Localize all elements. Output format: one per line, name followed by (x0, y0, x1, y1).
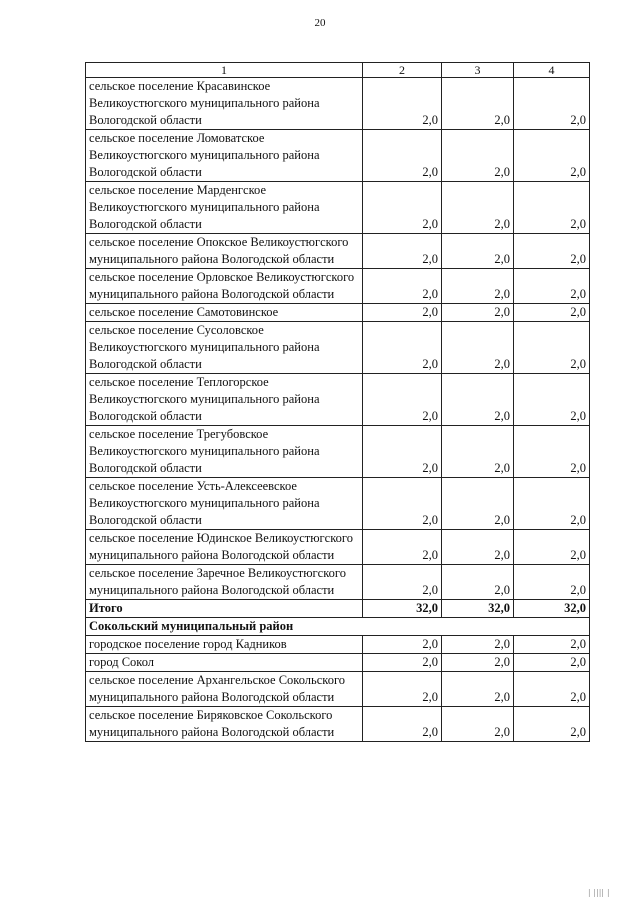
settlement-name: сельское поселение Сусоловское Великоустюгского муниципального района Вологодской области (86, 322, 363, 374)
column-number-row (86, 63, 590, 78)
table-row (86, 78, 590, 130)
amount-cell: 2,0 (442, 654, 514, 672)
table-row (86, 565, 590, 600)
amount-cell: 2,0 (363, 636, 442, 654)
settlement-name: сельское поселение Юдинское Великоустюгского муниципального района Вологодской области (86, 530, 363, 565)
settlement-name: город Сокол (86, 654, 363, 672)
table-row (86, 426, 590, 478)
amount-cell: 2,0 (363, 565, 442, 600)
amount-cell: 2,0 (442, 478, 514, 530)
amount-cell: 2,0 (442, 707, 514, 742)
amount-cell: 2,0 (514, 374, 590, 426)
total-amount: 32,0 (514, 600, 590, 618)
amount-cell: 2,0 (363, 654, 442, 672)
amount-cell: 2,0 (514, 78, 590, 130)
amount-cell: 2,0 (363, 78, 442, 130)
amount-cell: 2,0 (514, 654, 590, 672)
total-amount: 32,0 (442, 600, 514, 618)
amount-cell: 2,0 (363, 304, 442, 322)
amount-cell: 2,0 (363, 374, 442, 426)
amount-cell: 2,0 (442, 322, 514, 374)
amount-cell: 2,0 (514, 269, 590, 304)
section-header-row (86, 618, 590, 636)
table-row (86, 304, 590, 322)
allocation-table (85, 62, 590, 742)
amount-cell: 2,0 (363, 130, 442, 182)
amount-cell: 2,0 (442, 304, 514, 322)
table-row (86, 707, 590, 742)
amount-cell: 2,0 (442, 672, 514, 707)
column-header: 3 (442, 63, 514, 78)
amount-cell: 2,0 (363, 182, 442, 234)
amount-cell: 2,0 (363, 426, 442, 478)
amount-cell: 2,0 (442, 182, 514, 234)
settlement-name: сельское поселение Архангельское Сокольского муниципального района Вологодской области (86, 672, 363, 707)
amount-cell: 2,0 (363, 322, 442, 374)
table-row (86, 530, 590, 565)
amount-cell: 2,0 (442, 130, 514, 182)
total-amount: 32,0 (363, 600, 442, 618)
amount-cell: 2,0 (514, 182, 590, 234)
amount-cell: 2,0 (442, 565, 514, 600)
amount-cell: 2,0 (442, 269, 514, 304)
amount-cell: 2,0 (363, 478, 442, 530)
table-row (86, 234, 590, 269)
settlement-name: сельское поселение Биряковское Сокольского муниципального района Вологодской области (86, 707, 363, 742)
settlement-name: городское поселение город Кадников (86, 636, 363, 654)
table-row (86, 636, 590, 654)
amount-cell: 2,0 (514, 130, 590, 182)
settlement-name: сельское поселение Трегубовское Великоустюгского муниципального района Вологодской области (86, 426, 363, 478)
column-header: 2 (363, 63, 442, 78)
amount-cell: 2,0 (442, 374, 514, 426)
footer-barcode-mark: | |||| | (588, 888, 610, 897)
page-number: 20 (314, 17, 326, 29)
section-title: Сокольский муниципальный район (86, 618, 590, 636)
amount-cell: 2,0 (514, 530, 590, 565)
table-row (86, 672, 590, 707)
total-label: Итого (86, 600, 363, 618)
amount-cell: 2,0 (363, 234, 442, 269)
amount-cell: 2,0 (363, 707, 442, 742)
amount-cell: 2,0 (442, 426, 514, 478)
amount-cell: 2,0 (514, 565, 590, 600)
amount-cell: 2,0 (514, 478, 590, 530)
amount-cell: 2,0 (363, 672, 442, 707)
amount-cell: 2,0 (442, 636, 514, 654)
table-row (86, 654, 590, 672)
amount-cell: 2,0 (514, 304, 590, 322)
settlement-name: сельское поселение Орловское Великоустюгского муниципального района Вологодской области (86, 269, 363, 304)
table-row (86, 374, 590, 426)
settlement-name: сельское поселение Усть-Алексеевское Великоустюгского муниципального района Вологодской области (86, 478, 363, 530)
amount-cell: 2,0 (363, 269, 442, 304)
settlement-name: сельское поселение Красавинское Великоустюгского муниципального района Вологодской области (86, 78, 363, 130)
column-header: 4 (514, 63, 590, 78)
amount-cell: 2,0 (514, 426, 590, 478)
amount-cell: 2,0 (514, 707, 590, 742)
total-row (86, 600, 590, 618)
amount-cell: 2,0 (514, 234, 590, 269)
amount-cell: 2,0 (514, 672, 590, 707)
table-row (86, 322, 590, 374)
settlement-name: сельское поселение Теплогорское Великоустюгского муниципального района Вологодской области (86, 374, 363, 426)
amount-cell: 2,0 (442, 78, 514, 130)
amount-cell: 2,0 (363, 530, 442, 565)
settlement-name: сельское поселение Опокское Великоустюгского муниципального района Вологодской области (86, 234, 363, 269)
amount-cell: 2,0 (514, 322, 590, 374)
settlement-name: сельское поселение Марденгское Великоустюгского муниципального района Вологодской области (86, 182, 363, 234)
amount-cell: 2,0 (442, 530, 514, 565)
amount-cell: 2,0 (514, 636, 590, 654)
table-row (86, 130, 590, 182)
settlement-name: сельское поселение Заречное Великоустюгского муниципального района Вологодской области (86, 565, 363, 600)
settlement-name: сельское поселение Ломоватское Великоустюгского муниципального района Вологодской области (86, 130, 363, 182)
column-header: 1 (86, 63, 363, 78)
table-row (86, 269, 590, 304)
settlement-name: сельское поселение Самотовинское (86, 304, 363, 322)
table-row (86, 478, 590, 530)
table-row (86, 182, 590, 234)
amount-cell: 2,0 (442, 234, 514, 269)
